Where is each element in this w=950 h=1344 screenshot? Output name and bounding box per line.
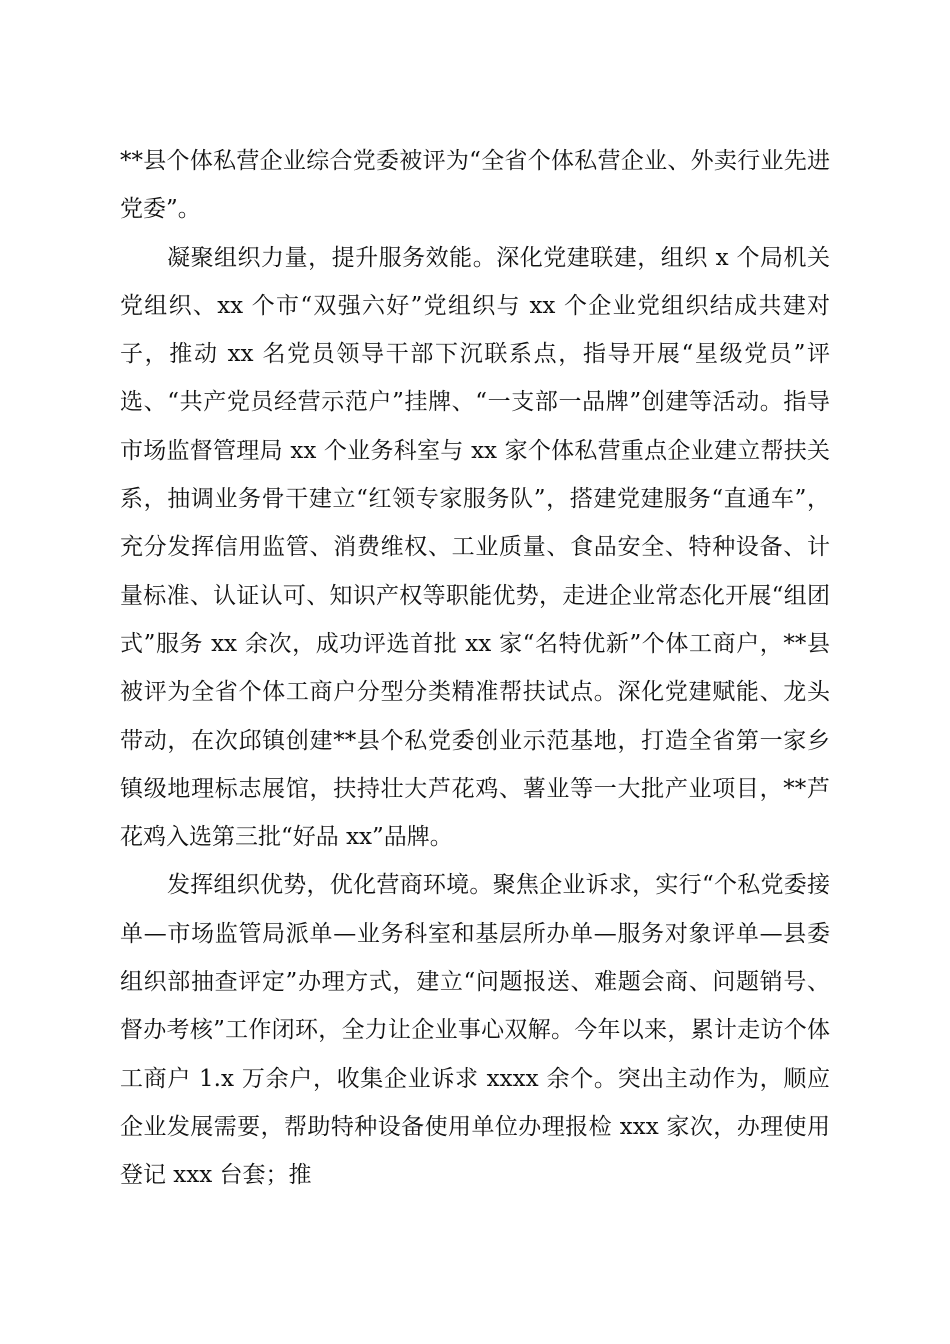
paragraph-3: 发挥组织优势，优化营商环境。聚焦企业诉求，实行“个私党委接单—市场监管局派单—业务科室和基层所办单—服务对象评单—县委组织部抽查评定”办理方式，建立“问题报送、难题会商、问题销号、督办考核”工作闭环，全力让企业事心双解。今年以来，累计走访个体工商户 1.x 万余户，收集企业诉求 xxxx 余个。突出主动作为，顺应企业发展需要，帮助特种设备使用单位办理报检 xxx 家次，办理使用登记 xxx 台套；推 xyxy=(120,872,830,1189)
paragraph-2: 凝聚组织力量，提升服务效能。深化党建联建，组织 x 个局机关党组织、xx 个市“双强六好”党组织与 xx 个企业党组织结成共建对子，推动 xx 名党员领导干部下沉联系点，指导开展“星级党员”评选、“共产党员经营示范户”挂牌、“一支部一品牌”创建等活动。指导市场监督管理局 xx 个业务科室与 xx 家个体私营重点企业建立帮扶关系，抽调业务骨干建立“红领专家服务队”，搭建党建服务“直通车”，充分发挥信用监管、消费维权、工业质量、食品安全、特种设备、计量标准、认证认可、知识产权等职能优势，走进企业常态化开展“组团式”服务 xx 余次，成功评选首批 xx 家“名特优新”个体工商户，**县被评为全省个体工商户分型分类精准帮扶试点。深化党建赋能、龙头带动，在次邱镇创建**县个私党委创业示范基地，打造全省第一家乡镇级地理标志展馆，扶持壮大芦花鸡、薯业等一大批产业项目，**芦花鸡入选第三批“好品 xx”品牌。 xyxy=(120,244,830,851)
paragraph-1: **县个体私营企业综合党委被评为“全省个体私营企业、外卖行业先进党委”。 xyxy=(120,148,830,223)
document-body xyxy=(120,137,830,1200)
